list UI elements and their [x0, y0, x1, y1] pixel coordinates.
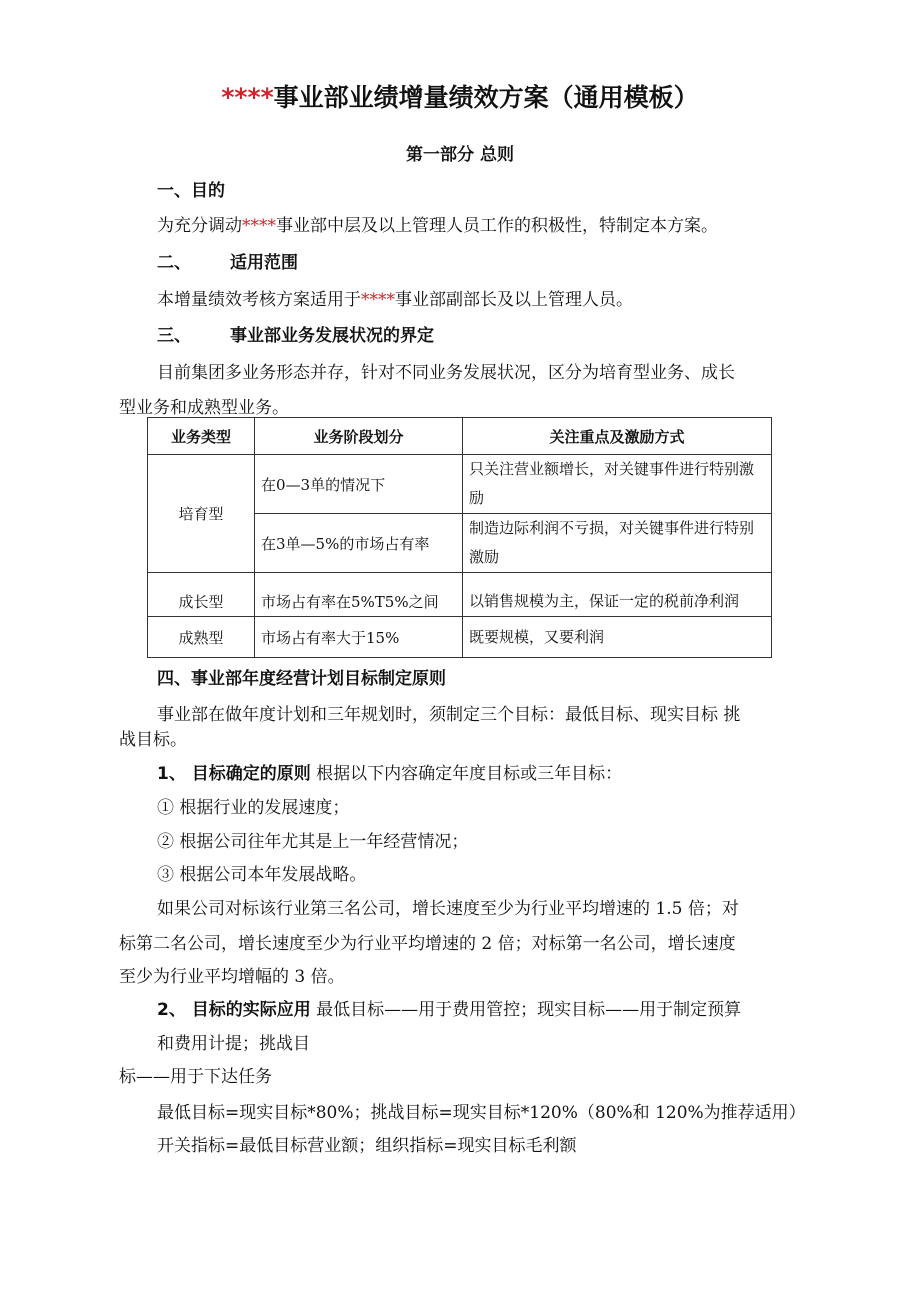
text: 为充分调动 — [157, 216, 242, 236]
benchmark-line-1: 如果公司对标该行业第三名公司，增长速度至少为行业平均增速的 1.5 倍；对 — [157, 899, 739, 919]
table-row — [148, 617, 772, 658]
text: 事业部副部长及以上管理人员。 — [395, 290, 633, 310]
section-4-paragraph-line-1: 事业部在做年度计划和三年规划时，须制定三个目标：最低目标、现实目标 挑 — [157, 705, 741, 725]
title-stars: **** — [221, 83, 274, 112]
cell-focus: 只关注营业额增长，对关键事件进行特别激励 — [463, 455, 772, 514]
item-2 — [157, 995, 741, 1020]
item-1-label: 1、 目标确定的原则 — [157, 764, 311, 784]
section-1-paragraph — [157, 211, 718, 236]
header-business-type: 业务类型 — [148, 418, 255, 455]
part-title: 第一部分 总则 — [406, 145, 514, 165]
benchmark-line-3: 至少为行业平均增幅的 3 倍。 — [119, 967, 345, 987]
cell-focus: 既要规模，又要利润 — [463, 617, 772, 658]
bullet-item: ② 根据公司往年尤其是上一年经营情况； — [157, 832, 469, 852]
text: 本增量绩效考核方案适用于 — [157, 290, 361, 310]
bullet-item: ③ 根据公司本年发展战略。 — [157, 865, 367, 885]
section-3-number: 三、 — [157, 326, 191, 346]
benchmark-line-2: 标第二名公司，增长速度至少为行业平均增速的 2 倍；对标第一名公司，增长速度 — [119, 934, 736, 954]
section-2-number: 二、 — [157, 253, 191, 273]
cell-type: 成长型 — [148, 573, 255, 617]
item-2-text: 最低目标——用于费用管控；现实目标——用于制定预算 — [310, 1000, 742, 1020]
cell-stage: 市场占有率大于15% — [255, 617, 463, 658]
table-row — [148, 455, 772, 514]
section-4-paragraph-line-2: 战目标。 — [119, 730, 187, 750]
cell-focus: 制造边际利润不亏损，对关键事件进行特别激励 — [463, 514, 772, 573]
item-2-label: 2、 目标的实际应用 — [157, 1000, 311, 1020]
bullet-item: ① 根据行业的发展速度； — [157, 798, 350, 818]
table-header-row — [148, 418, 772, 455]
table-row — [148, 573, 772, 617]
section-1-heading: 一、目的 — [157, 181, 225, 201]
item-2-line-3: 标——用于下达任务 — [119, 1067, 272, 1087]
stars: **** — [361, 290, 395, 310]
cell-stage: 在0—3单的情况下 — [255, 455, 463, 514]
cell-focus: 以销售规模为主，保证一定的税前净利润 — [463, 573, 772, 617]
section-2-paragraph — [157, 285, 633, 310]
section-2-heading: 适用范围 — [230, 253, 298, 273]
section-3-heading: 事业部业务发展状况的界定 — [230, 326, 434, 346]
header-stage: 业务阶段划分 — [255, 418, 463, 455]
cell-type: 培育型 — [148, 455, 255, 573]
title-text: 事业部业绩增量绩效方案（通用模板） — [273, 83, 699, 112]
formula-line-2: 开关指标=最低目标营业额；组织指标=现实目标毛利额 — [157, 1136, 577, 1156]
stars: **** — [242, 216, 276, 236]
cell-type: 成熟型 — [148, 617, 255, 658]
header-focus: 关注重点及激励方式 — [463, 418, 772, 455]
business-type-table — [147, 417, 772, 658]
section-4-heading: 四、事业部年度经营计划目标制定原则 — [157, 669, 446, 689]
item-2-line-2: 和费用计提；挑战目 — [157, 1034, 310, 1054]
item-1 — [157, 759, 622, 784]
formula-line-1: 最低目标=现实目标*80%；挑战目标=现实目标*120%（80%和 120%为推荐适用） — [157, 1103, 806, 1123]
section-3-paragraph-line-2: 型业务和成熟型业务。 — [119, 398, 289, 418]
document-title — [0, 78, 920, 114]
cell-stage: 市场占有率在5%T5%之间 — [255, 573, 463, 617]
text: 事业部中层及以上管理人员工作的积极性，特制定本方案。 — [276, 216, 718, 236]
item-1-text: 根据以下内容确定年度目标或三年目标： — [310, 764, 623, 784]
cell-stage: 在3单—5%的市场占有率 — [255, 514, 463, 573]
section-3-paragraph-line-1: 目前集团多业务形态并存，针对不同业务发展状况，区分为培育型业务、成长 — [157, 363, 735, 383]
